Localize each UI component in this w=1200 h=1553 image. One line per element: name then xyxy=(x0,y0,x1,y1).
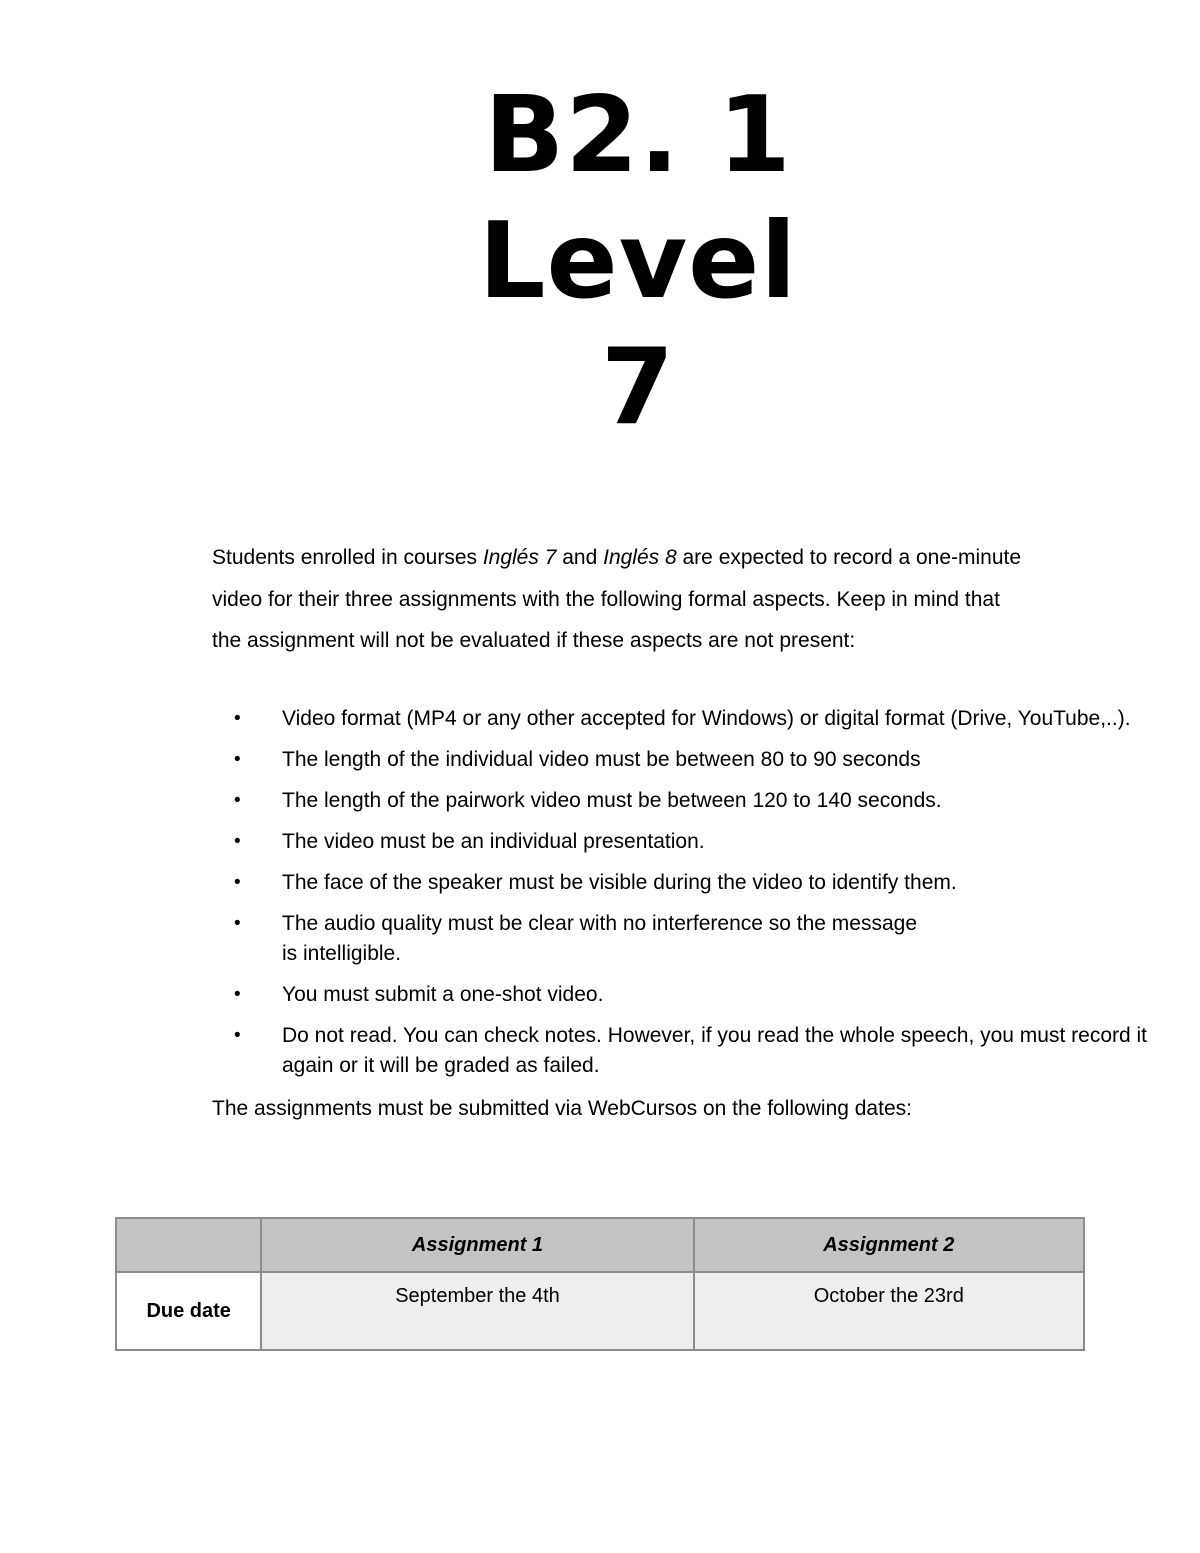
table-header-assignment-1: Assignment 1 xyxy=(261,1218,693,1272)
bullet-icon: • xyxy=(234,913,241,934)
list-item xyxy=(0,1021,1200,1081)
list-item-text: The video must be an individual presentation. xyxy=(282,830,705,853)
list-item-text-continued: is intelligible. xyxy=(282,942,402,965)
due-dates-table xyxy=(115,1217,1085,1351)
intro-paragraph xyxy=(212,537,1072,662)
bullet-icon: • xyxy=(234,708,241,729)
bullet-icon: • xyxy=(234,831,241,852)
table-row xyxy=(116,1272,1084,1350)
bullet-icon: • xyxy=(234,872,241,893)
course-name-ingles-7: Inglés 7 xyxy=(482,546,557,569)
list-item xyxy=(0,868,1200,898)
list-item-text: The length of the pairwork video must be between 120 to 140 seconds. xyxy=(282,789,942,812)
intro-text: and xyxy=(556,546,604,569)
table-header-assignment-2: Assignment 2 xyxy=(694,1218,1084,1272)
title-line-2: Level xyxy=(478,200,798,322)
table-header-blank xyxy=(116,1218,261,1272)
list-item-text: Video format (MP4 or any other accepted for Windows) or digital format (Drive, YouTube,..). xyxy=(282,707,1131,730)
intro-text: Students enrolled in courses xyxy=(212,546,483,569)
submission-note: The assignments must be submitted via WebCursos on the following dates: xyxy=(212,1097,912,1120)
bullet-icon: • xyxy=(234,749,241,770)
row-label-due-date: Due date xyxy=(116,1272,261,1350)
list-item-text: The length of the individual video must be between 80 to 90 seconds xyxy=(282,748,921,771)
document-title xyxy=(0,72,1200,450)
intro-line-3: the assignment will not be evaluated if these aspects are not present: xyxy=(212,629,856,652)
list-item-text: The audio quality must be clear with no interference so the message xyxy=(282,912,918,935)
list-item xyxy=(0,786,1200,816)
due-date-assignment-2: October the 23rd xyxy=(694,1272,1084,1350)
list-item xyxy=(0,704,1200,734)
bullet-icon: • xyxy=(234,984,241,1005)
title-line-3: 7 xyxy=(600,326,676,448)
course-name-ingles-8: Inglés 8 xyxy=(603,546,677,569)
table-header-row xyxy=(116,1218,1084,1272)
list-item xyxy=(0,980,1200,1010)
title-line-1: B2. 1 xyxy=(484,74,792,196)
intro-text: are expected to record a one-minute xyxy=(676,546,1022,569)
bullet-icon: • xyxy=(234,1025,241,1046)
list-item xyxy=(0,909,1200,969)
list-item xyxy=(0,745,1200,775)
bullet-icon: • xyxy=(234,790,241,811)
due-date-assignment-1: September the 4th xyxy=(261,1272,693,1350)
intro-line-1 xyxy=(212,537,1072,579)
list-item xyxy=(0,827,1200,857)
list-item-text: Do not read. You can check notes. However, if you read the whole speech, you must record it xyxy=(282,1024,1147,1047)
list-item-text-continued: again or it will be graded as failed. xyxy=(282,1054,600,1077)
requirements-list xyxy=(0,704,1200,1092)
list-item-text: The face of the speaker must be visible during the video to identify them. xyxy=(282,871,957,894)
list-item-text: You must submit a one-shot video. xyxy=(282,983,604,1006)
intro-line-2: video for their three assignments with the following formal aspects. Keep in mind that xyxy=(212,587,1000,611)
